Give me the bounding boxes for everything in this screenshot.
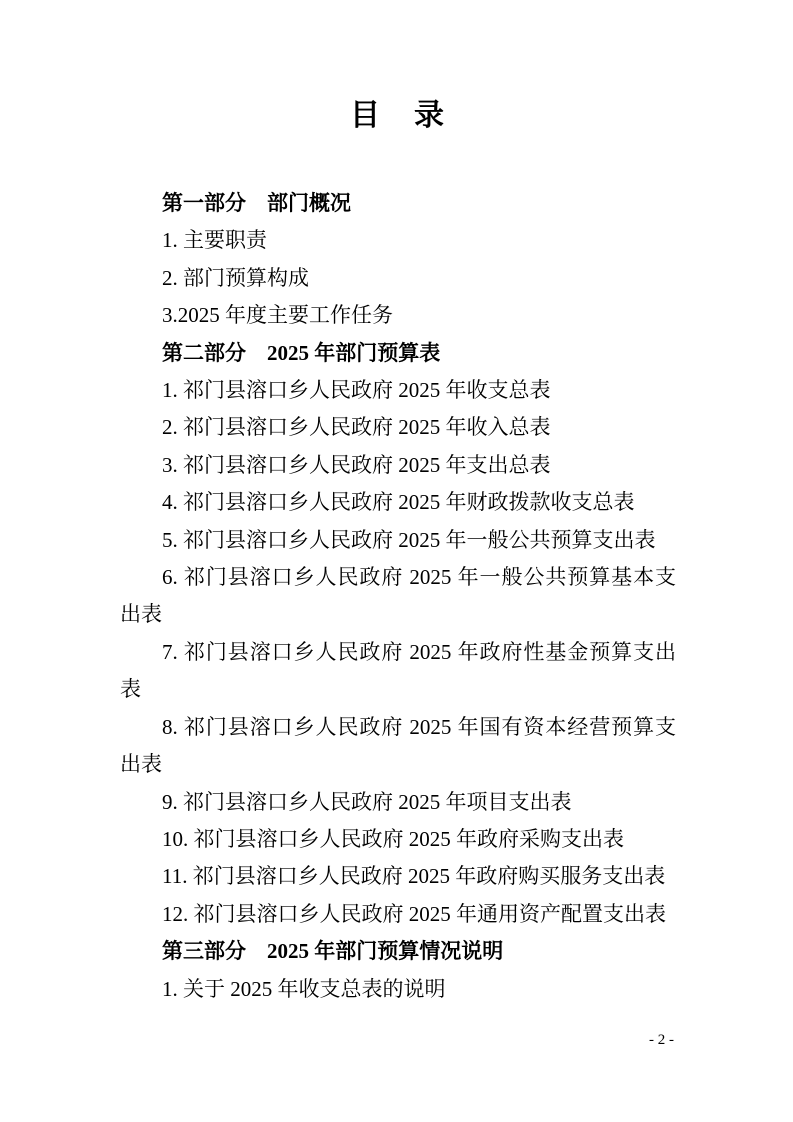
toc-entry: 2. 祁门县溶口乡人民政府 2025 年收入总表 bbox=[162, 415, 551, 440]
table-of-contents bbox=[120, 185, 676, 1008]
toc-entry: 4. 祁门县溶口乡人民政府 2025 年财政拨款收支总表 bbox=[162, 490, 635, 515]
toc-entry: 5. 祁门县溶口乡人民政府 2025 年一般公共预算支出表 bbox=[162, 527, 656, 552]
toc-entry: 1. 主要职责 bbox=[162, 228, 267, 253]
page-title: 目 录 bbox=[350, 99, 446, 132]
toc-entry: 8. 祁门县溶口乡人民政府 2025 年国有资本经营预算支出表 bbox=[120, 714, 676, 777]
toc-entry: 12. 祁门县溶口乡人民政府 2025 年通用资产配置支出表 bbox=[162, 901, 666, 926]
page-number: - 2 - bbox=[649, 1032, 674, 1048]
toc-entry: 7. 祁门县溶口乡人民政府 2025 年政府性基金预算支出表 bbox=[120, 639, 676, 702]
toc-section-heading-part3: 第三部分 2025 年部门预算情况说明 bbox=[162, 939, 504, 964]
toc-entry: 11. 祁门县溶口乡人民政府 2025 年政府购买服务支出表 bbox=[162, 864, 666, 889]
toc-entry: 9. 祁门县溶口乡人民政府 2025 年项目支出表 bbox=[162, 789, 572, 814]
toc-section-heading-part1: 第一部分 部门概况 bbox=[162, 191, 351, 215]
toc-section-heading-part2: 第二部分 2025 年部门预算表 bbox=[162, 340, 441, 365]
toc-entry: 1. 祁门县溶口乡人民政府 2025 年收支总表 bbox=[162, 378, 551, 403]
toc-entry: 2. 部门预算构成 bbox=[162, 265, 309, 290]
toc-entry: 3. 祁门县溶口乡人民政府 2025 年支出总表 bbox=[162, 452, 551, 477]
toc-entry: 6. 祁门县溶口乡人民政府 2025 年一般公共预算基本支出表 bbox=[120, 565, 676, 627]
toc-entry: 3.2025 年度主要工作任务 bbox=[162, 303, 393, 328]
toc-entry: 10. 祁门县溶口乡人民政府 2025 年政府采购支出表 bbox=[162, 826, 624, 851]
toc-entry: 1. 关于 2025 年收支总表的说明 bbox=[162, 976, 446, 1001]
